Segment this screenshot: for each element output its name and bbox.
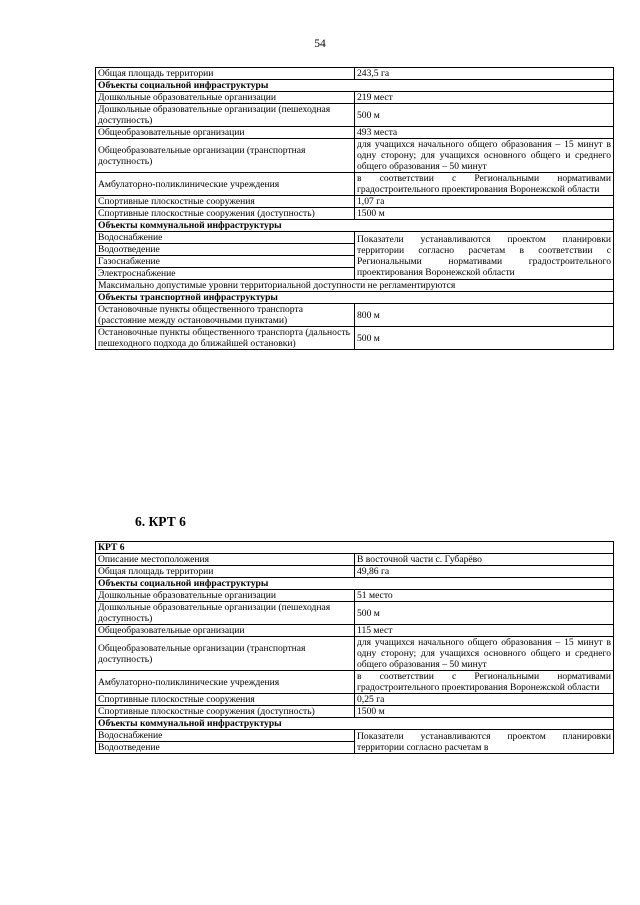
parameter-value: 500 м: [355, 602, 614, 625]
parameter-label: Дошкольные образовательные организации: [96, 590, 355, 602]
parameter-value: для учащихся начального общего образования – 15 минут в одну сторону; для учащихся основного общего и среднего общего образования – 50 минут: [355, 637, 614, 671]
parameter-value: 493 места: [355, 127, 614, 139]
parameter-label: Общеобразовательные организации: [96, 127, 355, 139]
parameter-label: Спортивные плоскостные сооружения: [96, 694, 355, 706]
parameter-value: в соответствии с Региональными нормативами градостроительного проектирования Воронежской области: [355, 173, 614, 196]
section-heading: Объекты коммунальной инфраструктуры: [96, 718, 614, 730]
utility-row: [96, 232, 614, 244]
table-row: [96, 590, 614, 602]
parameter-value: 800 м: [355, 304, 614, 327]
max-access-note: Максимально допустимые уровни территориальной доступности не регламентируются: [96, 280, 614, 292]
table-row: [96, 68, 614, 80]
table-row: [96, 173, 614, 196]
table-header: КРТ 6: [96, 542, 614, 554]
section-heading: Объекты коммунальной инфраструктуры: [96, 220, 614, 232]
table-row: [96, 139, 614, 173]
parameter-label: Спортивные плоскостные сооружения: [96, 196, 355, 208]
section-row: [96, 80, 614, 92]
parameter-label: Общеобразовательные организации (транспортная доступность): [96, 139, 355, 173]
utility-label: Электроснабжение: [96, 268, 355, 280]
utility-label: Водоснабжение: [96, 730, 355, 742]
section-heading: Объекты транспортной инфраструктуры: [96, 292, 614, 304]
table-row: [96, 602, 614, 625]
parameter-label: Спортивные плоскостные сооружения (доступность): [96, 208, 355, 220]
utility-label: Водоснабжение: [96, 232, 355, 244]
parameter-value: 1500 м: [355, 706, 614, 718]
utility-label: Газоснабжение: [96, 256, 355, 268]
utility-label: Водоотведение: [96, 244, 355, 256]
parameter-label: Общая площадь территории: [96, 566, 355, 578]
table-row: [96, 196, 614, 208]
parameter-value: 219 мест: [355, 92, 614, 104]
parameter-label: Общеобразовательные организации (транспортная доступность): [96, 637, 355, 671]
parameter-value: 243,5 га: [355, 68, 614, 80]
table-row: [96, 566, 614, 578]
parameter-value: для учащихся начального общего образования – 15 минут в одну сторону; для учащихся основного общего и среднего общего образования – 50 минут: [355, 139, 614, 173]
parameter-value: 1500 м: [355, 208, 614, 220]
page-number: 54: [314, 38, 326, 50]
parameter-value: 500 м: [355, 104, 614, 127]
table-row: [96, 127, 614, 139]
table-row: [96, 554, 614, 566]
table-row: [96, 637, 614, 671]
table-row: [96, 208, 614, 220]
parameter-value: 115 мест: [355, 625, 614, 637]
table-header-row: [96, 542, 614, 554]
utility-note: Показатели устанавливаются проектом планировки территории согласно расчетам в соответствии с Региональными нормативами градостроительного проектирования Воронежской области: [355, 232, 614, 280]
table-row: [96, 671, 614, 694]
parameter-value: в соответствии с Региональными нормативами градостроительного проектирования Воронежской области: [355, 671, 614, 694]
krt5-parameters-table: [95, 67, 614, 350]
parameter-value: 51 место: [355, 590, 614, 602]
parameter-label: Описание местоположения: [96, 554, 355, 566]
parameter-value: 1,07 га: [355, 196, 614, 208]
section-row: [96, 220, 614, 232]
utility-note: Показатели устанавливаются проектом планировки территории согласно расчетам в: [355, 730, 614, 754]
parameter-label: Общеобразовательные организации: [96, 625, 355, 637]
table-row: [96, 327, 614, 350]
section-heading: Объекты социальной инфраструктуры: [96, 80, 614, 92]
parameter-label: Общая площадь территории: [96, 68, 355, 80]
krt6-parameters-table: [95, 541, 614, 754]
parameter-label: Остановочные пункты общественного транспорта (расстояние между остановочными пунктами): [96, 304, 355, 327]
section-title: 6. КРТ 6: [135, 514, 186, 529]
table-row: [96, 625, 614, 637]
section-heading: Объекты социальной инфраструктуры: [96, 578, 614, 590]
table-row: [96, 694, 614, 706]
table-row: [96, 92, 614, 104]
utility-label: Водоотведение: [96, 742, 355, 754]
parameter-value: 49,86 га: [355, 566, 614, 578]
note-row: [96, 280, 614, 292]
parameter-label: Дошкольные образовательные организации: [96, 92, 355, 104]
parameter-label: Остановочные пункты общественного транспорта (дальность пешеходного подхода до ближайшей остановки): [96, 327, 355, 350]
utility-row: [96, 730, 614, 742]
section-row: [96, 292, 614, 304]
parameter-label: Амбулаторно-поликлинические учреждения: [96, 173, 355, 196]
parameter-value: 0,25 га: [355, 694, 614, 706]
parameter-label: Спортивные плоскостные сооружения (доступность): [96, 706, 355, 718]
table-row: [96, 304, 614, 327]
table-row: [96, 104, 614, 127]
parameter-label: Дошкольные образовательные организации (пешеходная доступность): [96, 602, 355, 625]
parameter-value: 500 м: [355, 327, 614, 350]
table-row: [96, 706, 614, 718]
parameter-label: Амбулаторно-поликлинические учреждения: [96, 671, 355, 694]
section-row: [96, 578, 614, 590]
parameter-label: Дошкольные образовательные организации (пешеходная доступность): [96, 104, 355, 127]
parameter-value: В восточной части с. Губарёво: [355, 554, 614, 566]
section-row: [96, 718, 614, 730]
